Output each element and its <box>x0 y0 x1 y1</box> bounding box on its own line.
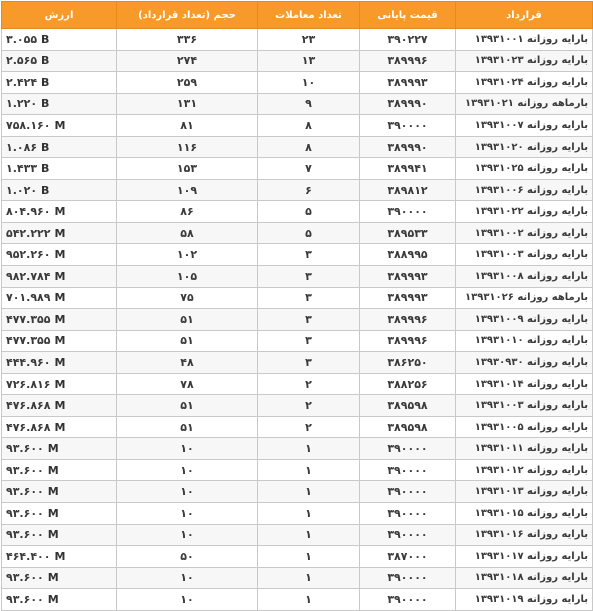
value-amount: ۴۷۷.۳۵۵ <box>6 334 51 348</box>
cell-value <box>2 158 117 180</box>
cell-last-price: ۳۹۰۰۰۰ <box>360 524 456 546</box>
value-unit: M <box>54 355 66 369</box>
cell-value <box>2 503 117 525</box>
value-unit: M <box>47 506 59 520</box>
cell-volume: ۱۳۱ <box>117 93 258 115</box>
cell-value <box>2 459 117 481</box>
value-amount: ۸۰۴.۹۶۰ <box>6 205 51 219</box>
cell-value <box>2 330 117 352</box>
value-amount: ۱.۲۲۰ <box>6 97 38 111</box>
cell-contract: بارایه روزانه ۱۳۹۳۱۰۰۳ <box>456 395 593 417</box>
cell-trades: ۸ <box>258 115 360 137</box>
cell-volume: ۱۵۳ <box>117 158 258 180</box>
value-unit: B <box>41 32 50 46</box>
cell-trades: ۱ <box>258 459 360 481</box>
value-amount: ۴۶۴.۴۰۰ <box>6 549 51 563</box>
table-row <box>2 244 593 266</box>
value-amount: ۹۳.۶۰۰ <box>6 571 44 585</box>
cell-value <box>2 546 117 568</box>
cell-trades: ۱ <box>258 524 360 546</box>
cell-volume: ۲۵۹ <box>117 72 258 94</box>
cell-contract: بارایه روزانه ۱۳۹۳۱۰۱۴ <box>456 373 593 395</box>
value-unit: M <box>47 528 59 542</box>
table-row <box>2 567 593 589</box>
cell-value <box>2 524 117 546</box>
table-row <box>2 309 593 331</box>
cell-last-price: ۳۸۹۹۹۳ <box>360 287 456 309</box>
cell-value <box>2 136 117 158</box>
cell-last-price: ۳۸۹۹۹۶ <box>360 309 456 331</box>
cell-value <box>2 352 117 374</box>
table-row <box>2 416 593 438</box>
header-row <box>2 2 593 29</box>
cell-contract: بارماهه روزانه ۱۳۹۳۱۰۲۱ <box>456 93 593 115</box>
cell-value <box>2 201 117 223</box>
value-amount: ۴۷۷.۳۵۵ <box>6 312 51 326</box>
value-unit: M <box>47 571 59 585</box>
value-amount: ۴۷۶.۸۶۸ <box>6 420 51 434</box>
value-unit: M <box>54 205 66 219</box>
cell-volume: ۵۱ <box>117 395 258 417</box>
cell-contract: بارایه روزانه ۱۳۹۳۱۰۲۳ <box>456 50 593 72</box>
cell-volume: ۴۸ <box>117 352 258 374</box>
cell-trades: ۱ <box>258 567 360 589</box>
cell-last-price: ۳۸۹۸۱۲ <box>360 179 456 201</box>
table-row <box>2 136 593 158</box>
cell-value <box>2 266 117 288</box>
cell-trades: ۳ <box>258 287 360 309</box>
table-row <box>2 158 593 180</box>
cell-contract: بارایه روزانه ۱۳۹۳۱۰۰۱ <box>456 29 593 51</box>
cell-value <box>2 50 117 72</box>
header-last-price: قیمت پایانی <box>360 2 456 29</box>
value-amount: ۹۳.۶۰۰ <box>6 442 44 456</box>
cell-volume: ۸۶ <box>117 201 258 223</box>
cell-last-price: ۳۸۸۹۹۵ <box>360 244 456 266</box>
table-row <box>2 395 593 417</box>
cell-last-price: ۳۸۹۹۹۰ <box>360 93 456 115</box>
cell-volume: ۵۱ <box>117 309 258 331</box>
cell-last-price: ۳۹۰۰۰۰ <box>360 115 456 137</box>
cell-last-price: ۳۸۹۹۴۱ <box>360 158 456 180</box>
cell-trades: ۶ <box>258 179 360 201</box>
cell-contract: بارایه روزانه ۱۳۹۳۱۰۰۹ <box>456 309 593 331</box>
trades-table <box>1 1 593 611</box>
cell-trades: ۲ <box>258 416 360 438</box>
value-amount: ۹۳.۶۰۰ <box>6 506 44 520</box>
cell-value <box>2 222 117 244</box>
cell-last-price: ۳۹۰۰۰۰ <box>360 459 456 481</box>
table-row <box>2 438 593 460</box>
cell-last-price: ۳۸۹۹۹۰ <box>360 136 456 158</box>
cell-contract: بارایه روزانه ۱۳۹۳۱۰۱۲ <box>456 459 593 481</box>
cell-last-price: ۳۹۰۰۰۰ <box>360 438 456 460</box>
cell-trades: ۱ <box>258 546 360 568</box>
value-amount: ۹۳.۶۰۰ <box>6 528 44 542</box>
table-row <box>2 29 593 51</box>
cell-last-price: ۳۸۹۵۹۸ <box>360 416 456 438</box>
cell-value <box>2 567 117 589</box>
cell-volume: ۲۷۴ <box>117 50 258 72</box>
cell-volume: ۵۸ <box>117 222 258 244</box>
cell-contract: بارایه روزانه ۱۳۹۳۱۰۲۵ <box>456 158 593 180</box>
cell-contract: بارایه روزانه ۱۳۹۳۱۰۱۸ <box>456 567 593 589</box>
table-row <box>2 115 593 137</box>
value-amount: ۳.۰۵۵ <box>6 32 38 46</box>
cell-trades: ۹ <box>258 93 360 115</box>
cell-contract: بارماهه روزانه ۱۳۹۳۱۰۲۶ <box>456 287 593 309</box>
cell-volume: ۱۰ <box>117 438 258 460</box>
table-row <box>2 524 593 546</box>
cell-trades: ۲۳ <box>258 29 360 51</box>
cell-last-price: ۳۸۹۹۹۳ <box>360 72 456 94</box>
cell-volume: ۱۰ <box>117 503 258 525</box>
cell-volume: ۷۵ <box>117 287 258 309</box>
cell-volume: ۵۱ <box>117 416 258 438</box>
cell-value <box>2 287 117 309</box>
table-row <box>2 222 593 244</box>
cell-last-price: ۳۹۰۲۲۷ <box>360 29 456 51</box>
table-header <box>2 2 593 29</box>
value-amount: ۱.۴۳۳ <box>6 162 38 176</box>
cell-contract: بارایه روزانه ۱۳۹۳۱۰۰۲ <box>456 222 593 244</box>
cell-trades: ۲ <box>258 395 360 417</box>
value-amount: ۴۴۴.۹۶۰ <box>6 355 51 369</box>
header-value: ارزش <box>2 2 117 29</box>
value-amount: ۷۵۸.۱۶۰ <box>6 118 51 132</box>
value-unit: M <box>47 485 59 499</box>
cell-last-price: ۳۹۰۰۰۰ <box>360 201 456 223</box>
value-unit: B <box>41 75 50 89</box>
cell-last-price: ۳۸۹۹۹۶ <box>360 50 456 72</box>
table-row <box>2 459 593 481</box>
cell-contract: بارایه روزانه ۱۳۹۳۱۰۰۵ <box>456 416 593 438</box>
value-unit: B <box>41 54 50 68</box>
cell-contract: بارایه روزانه ۱۳۹۳۰۹۳۰ <box>456 352 593 374</box>
value-unit: M <box>54 291 66 305</box>
cell-trades: ۳ <box>258 330 360 352</box>
value-amount: ۲.۴۲۴ <box>6 75 38 89</box>
value-amount: ۷۲۶.۸۱۶ <box>6 377 51 391</box>
cell-contract: بارایه روزانه ۱۳۹۳۱۰۰۷ <box>456 115 593 137</box>
cell-value <box>2 115 117 137</box>
cell-volume: ۵۰ <box>117 546 258 568</box>
value-amount: ۱.۰۲۰ <box>6 183 38 197</box>
cell-volume: ۱۰ <box>117 524 258 546</box>
cell-trades: ۳ <box>258 352 360 374</box>
cell-volume: ۱۰۵ <box>117 266 258 288</box>
cell-contract: بارایه روزانه ۱۳۹۳۱۰۱۵ <box>456 503 593 525</box>
table-row <box>2 373 593 395</box>
value-unit: M <box>54 226 66 240</box>
table-row <box>2 503 593 525</box>
cell-value <box>2 373 117 395</box>
header-trades: تعداد معاملات <box>258 2 360 29</box>
table-body <box>2 29 593 611</box>
value-unit: M <box>54 312 66 326</box>
table-row <box>2 179 593 201</box>
value-unit: B <box>41 183 50 197</box>
cell-volume: ۱۱۶ <box>117 136 258 158</box>
value-amount: ۹۳.۶۰۰ <box>6 485 44 499</box>
value-unit: M <box>54 377 66 391</box>
cell-trades: ۸ <box>258 136 360 158</box>
value-unit: M <box>54 399 66 413</box>
cell-trades: ۱ <box>258 481 360 503</box>
cell-last-price: ۳۸۸۲۵۶ <box>360 373 456 395</box>
cell-volume: ۷۸ <box>117 373 258 395</box>
cell-trades: ۱ <box>258 438 360 460</box>
cell-contract: بارایه روزانه ۱۳۹۳۱۰۱۹ <box>456 589 593 611</box>
cell-contract: بارایه روزانه ۱۳۹۳۱۰۱۳ <box>456 481 593 503</box>
cell-contract: بارایه روزانه ۱۳۹۳۱۰۰۳ <box>456 244 593 266</box>
value-unit: B <box>41 140 50 154</box>
table-row <box>2 287 593 309</box>
table-row <box>2 93 593 115</box>
cell-volume: ۱۰۹ <box>117 179 258 201</box>
value-unit: M <box>47 592 59 606</box>
table-row <box>2 72 593 94</box>
cell-trades: ۵ <box>258 201 360 223</box>
table-row <box>2 589 593 611</box>
cell-value <box>2 309 117 331</box>
cell-volume: ۸۱ <box>117 115 258 137</box>
cell-trades: ۱ <box>258 503 360 525</box>
header-contract: قرارداد <box>456 2 593 29</box>
value-amount: ۹۵۲.۲۶۰ <box>6 248 51 262</box>
cell-value <box>2 395 117 417</box>
cell-contract: بارایه روزانه ۱۳۹۳۱۰۲۴ <box>456 72 593 94</box>
table-row <box>2 330 593 352</box>
cell-value <box>2 179 117 201</box>
value-unit: B <box>41 97 50 111</box>
cell-contract: بارایه روزانه ۱۳۹۳۱۰۲۰ <box>456 136 593 158</box>
cell-last-price: ۳۸۶۲۵۰ <box>360 352 456 374</box>
table-row <box>2 481 593 503</box>
cell-contract: بارایه روزانه ۱۳۹۳۱۰۱۶ <box>456 524 593 546</box>
table-row <box>2 546 593 568</box>
cell-trades: ۲ <box>258 373 360 395</box>
table-row <box>2 352 593 374</box>
cell-contract: بارایه روزانه ۱۳۹۳۱۰۱۰ <box>456 330 593 352</box>
value-unit: M <box>54 269 66 283</box>
cell-value <box>2 481 117 503</box>
cell-value <box>2 29 117 51</box>
cell-trades: ۱۰ <box>258 72 360 94</box>
cell-last-price: ۳۹۰۰۰۰ <box>360 481 456 503</box>
value-unit: M <box>54 334 66 348</box>
cell-contract: بارایه روزانه ۱۳۹۳۱۰۱۱ <box>456 438 593 460</box>
value-unit: M <box>47 442 59 456</box>
cell-contract: بارایه روزانه ۱۳۹۳۱۰۱۷ <box>456 546 593 568</box>
value-unit: M <box>54 420 66 434</box>
value-amount: ۲.۵۶۵ <box>6 54 38 68</box>
cell-trades: ۱ <box>258 589 360 611</box>
value-unit: B <box>41 162 50 176</box>
cell-last-price: ۳۸۷۰۰۰ <box>360 546 456 568</box>
value-amount: ۴۷۶.۸۶۸ <box>6 399 51 413</box>
value-amount: ۹۸۲.۷۸۴ <box>6 269 51 283</box>
cell-trades: ۳ <box>258 309 360 331</box>
cell-volume: ۳۳۶ <box>117 29 258 51</box>
cell-value <box>2 244 117 266</box>
value-amount: ۷۰۱.۹۸۹ <box>6 291 51 305</box>
cell-last-price: ۳۸۹۹۹۶ <box>360 330 456 352</box>
value-amount: ۹۳.۶۰۰ <box>6 463 44 477</box>
table-row <box>2 201 593 223</box>
table-row <box>2 266 593 288</box>
table-row <box>2 50 593 72</box>
value-unit: M <box>47 463 59 477</box>
value-unit: M <box>54 549 66 563</box>
cell-value <box>2 93 117 115</box>
cell-value <box>2 416 117 438</box>
cell-volume: ۱۰ <box>117 459 258 481</box>
cell-volume: ۵۱ <box>117 330 258 352</box>
cell-last-price: ۳۸۹۵۹۸ <box>360 395 456 417</box>
cell-contract: بارایه روزانه ۱۳۹۳۱۰۰۶ <box>456 179 593 201</box>
cell-trades: ۷ <box>258 158 360 180</box>
value-unit: M <box>54 118 66 132</box>
value-unit: M <box>54 248 66 262</box>
cell-volume: ۱۰ <box>117 589 258 611</box>
cell-contract: بارایه روزانه ۱۳۹۳۱۰۲۲ <box>456 201 593 223</box>
cell-contract: بارایه روزانه ۱۳۹۳۱۰۰۸ <box>456 266 593 288</box>
value-amount: ۹۳.۶۰۰ <box>6 592 44 606</box>
value-amount: ۵۴۲.۲۲۲ <box>6 226 51 240</box>
cell-last-price: ۳۸۹۹۹۳ <box>360 266 456 288</box>
cell-last-price: ۳۸۹۵۳۳ <box>360 222 456 244</box>
cell-last-price: ۳۹۰۰۰۰ <box>360 567 456 589</box>
cell-value <box>2 72 117 94</box>
cell-volume: ۱۰ <box>117 567 258 589</box>
cell-trades: ۳ <box>258 244 360 266</box>
cell-trades: ۳ <box>258 266 360 288</box>
cell-trades: ۱۳ <box>258 50 360 72</box>
value-amount: ۱.۰۸۶ <box>6 140 38 154</box>
header-volume: حجم (تعداد قرارداد) <box>117 2 258 29</box>
cell-value <box>2 589 117 611</box>
cell-last-price: ۳۹۰۰۰۰ <box>360 503 456 525</box>
cell-trades: ۵ <box>258 222 360 244</box>
cell-value <box>2 438 117 460</box>
cell-volume: ۱۰۲ <box>117 244 258 266</box>
cell-volume: ۱۰ <box>117 481 258 503</box>
cell-last-price: ۳۹۰۰۰۰ <box>360 589 456 611</box>
